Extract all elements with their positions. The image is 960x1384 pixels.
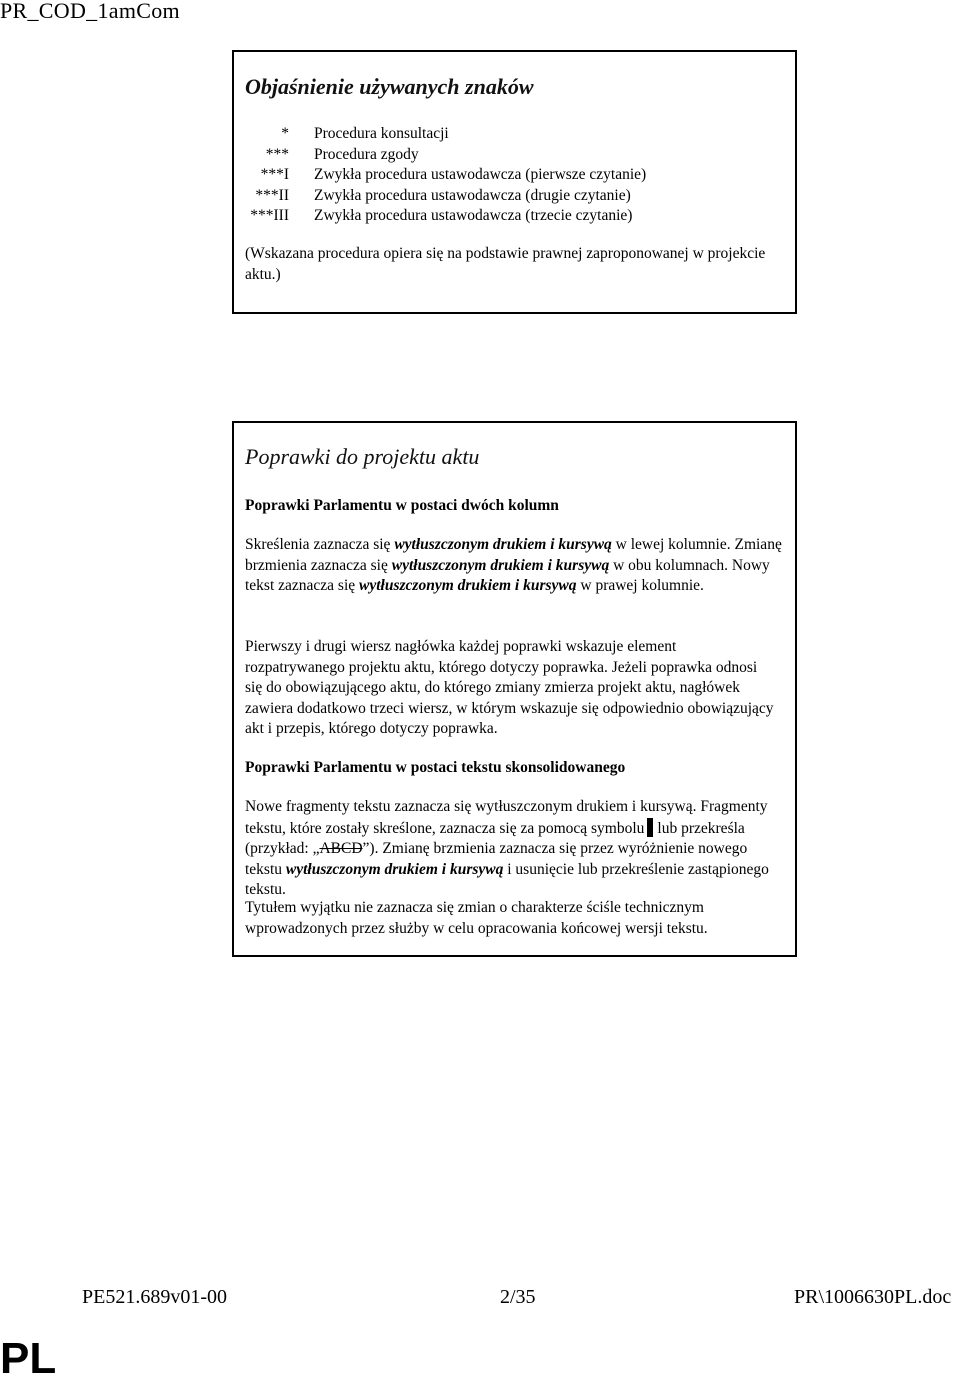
emphasis-text: wytłuszczonym drukiem i kursywą — [359, 577, 577, 594]
emphasis-text: wytłuszczonym drukiem i kursywą — [394, 536, 612, 553]
procedure-note: (Wskazana procedura opiera się na podstawie prawnej zaproponowanej w projekcie aktu.) — [245, 245, 766, 283]
technical-changes-paragraph: Tytułem wyjątku nie zaznacza się zmian o charakterze ściśle technicznym wprowadzonych przez służby w celu opracowania końcowej wersji tekstu. — [245, 899, 708, 937]
amendments-explanation-box — [232, 421, 797, 957]
symbol-row — [245, 206, 646, 227]
symbol-row — [245, 165, 646, 186]
two-column-paragraph — [245, 535, 793, 597]
text-fragment: i usunięcie lub przekreślenie zastąpionego tekstu. — [245, 860, 769, 898]
footer-filename: PR\1006630PL.doc — [794, 1286, 952, 1308]
symbol-row — [245, 124, 646, 145]
symbols-legend-title: Objaśnienie używanych znaków — [245, 74, 534, 99]
symbol-code: ***I — [260, 166, 289, 183]
symbol-description: Procedura zgody — [314, 145, 419, 163]
text-fragment: ”). Zmianę brzmienia zaznacza się przez wyróżnienie nowego tekstu — [245, 840, 748, 878]
symbol-code: * — [281, 125, 289, 142]
text-fragment: lub przekreśla (przykład: „ — [245, 819, 745, 857]
language-code: PL — [0, 1334, 57, 1383]
emphasis-text: wytłuszczonym drukiem i kursywą — [285, 860, 504, 878]
text-fragment: w prawej kolumnie. — [576, 577, 704, 594]
footer-reference: PE521.689v01-00 — [82, 1286, 227, 1308]
symbol-row — [245, 145, 646, 166]
symbol-code: ***II — [255, 186, 289, 204]
strikethrough-example: ABCD — [319, 840, 363, 857]
symbol-description: Zwykła procedura ustawodawcza (trzecie czytanie) — [314, 207, 633, 224]
text-fragment: Skreślenia zaznacza się — [245, 536, 395, 553]
page-number: 2/35 — [500, 1286, 536, 1308]
document-code: PR_COD_1amCom — [0, 0, 180, 23]
header-explanation-paragraph: Pierwszy i drugi wiersz nagłówka każdej poprawki wskazuje element rozpatrywanego projektu aktu, którego dotyczy poprawka. Jeżeli poprawka odnosi się do obowiązującego aktu, do którego zmiany zmierza projekt aktu, nagłówek zawiera dodatkowo trzeci wiersz, w którym wskazuje się odpowiednio obowiązujący akt i przepis, którego dotyczy poprawka. — [245, 638, 774, 737]
symbol-row — [245, 186, 646, 207]
symbol-description: Zwykła procedura ustawodawcza (pierwsze czytanie) — [314, 166, 647, 183]
section-heading-consolidated: Poprawki Parlamentu w postaci tekstu skonsolidowanego — [245, 759, 626, 776]
symbols-table — [245, 124, 646, 227]
text-fragment: Nowe fragmenty tekstu zaznacza się wytłuszczonym drukiem i kursywą. Fragmenty tekstu, które zostały skreślone, zaznacza się za pomocą symbolu — [245, 798, 768, 837]
symbol-code: ***III — [250, 207, 289, 224]
section-heading-two-columns: Poprawki Parlamentu w postaci dwóch kolumn — [245, 497, 559, 514]
text-fragment: w obu kolumnach. Nowy tekst zaznacza się — [245, 556, 770, 594]
symbol-description: Procedura konsultacji — [314, 125, 449, 142]
amendments-title: Poprawki do projektu aktu — [245, 444, 480, 469]
consolidated-paragraph — [245, 797, 785, 901]
symbols-legend-box — [232, 50, 797, 314]
symbol-description: Zwykła procedura ustawodawcza (drugie czytanie) — [314, 186, 631, 204]
symbol-code: *** — [265, 145, 289, 163]
text-fragment: w lewej kolumnie. Zmianę brzmienia zaznacza się — [245, 536, 782, 574]
deletion-symbol-bar — [647, 818, 653, 837]
emphasis-text: wytłuszczonym drukiem i kursywą — [391, 556, 610, 574]
